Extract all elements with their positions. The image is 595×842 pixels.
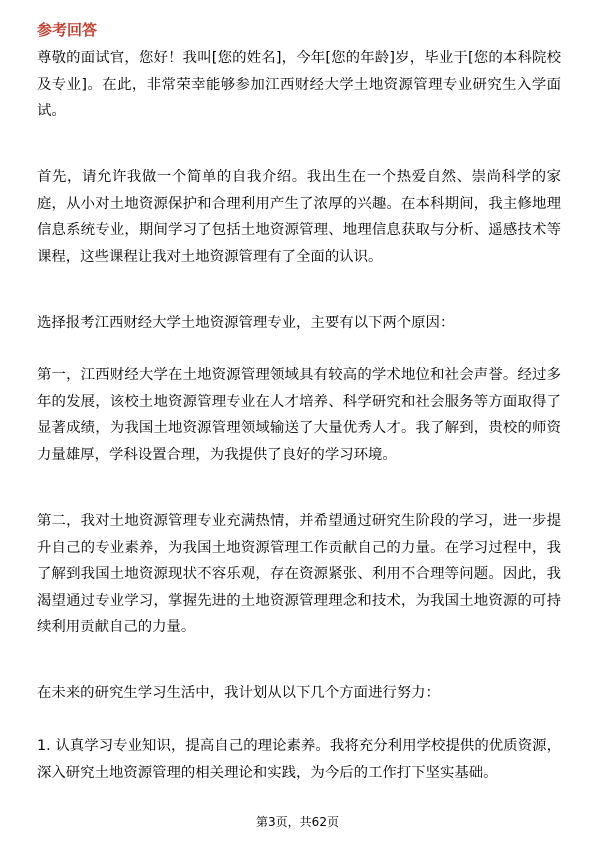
paragraph-greeting: 尊敬的面试官，您好！我叫[您的姓名]，今年[您的年龄]岁，毕业于[您的本科院校及专业]。在此，非常荣幸能够参加江西财经大学土地资源管理专业研究生入学面试。 [37, 50, 561, 119]
paragraph-reasons-intro: 选择报考江西财经大学土地资源管理专业，主要有以下两个原因： [37, 315, 455, 331]
page-number-footer: 第3页，共62页 [256, 815, 339, 829]
answer-heading: 参考回答 [37, 21, 98, 39]
paragraph-self-introduction: 首先，请允许我做一个简单的自我介绍。我出生在一个热爱自然、崇尚科学的家庭，从小对土地资源保护和合理利用产生了浓厚的兴趣。在本科期间，我主修地理信息系统专业，期间学习了包括土地资源管理、地理信息获取与分析、遥感技术等课程，这些课程让我对土地资源管理有了全面的认识。 [37, 169, 561, 265]
paragraph-plans-intro: 在未来的研究生学习生活中，我计划从以下几个方面进行努力： [37, 685, 440, 701]
paragraph-reason-one: 第一，江西财经大学在土地资源管理领域具有较高的学术地位和社会声誉。经过多年的发展，该校土地资源管理专业在人才培养、科学研究和社会服务等方面取得了显著成绩，为我国土地资源管理领域输送了大量优秀人才。我了解到，贵校的师资力量雄厚，学科设置合理，为我提供了良好的学习环境。 [37, 367, 561, 463]
paragraph-reason-two: 第二，我对土地资源管理专业充满热情，并希望通过研究生阶段的学习，进一步提升自己的专业素养，为我国土地资源管理工作贡献自己的力量。在学习过程中，我了解到我国土地资源现状不容乐观，存在资源紧张、利用不合理等问题。因此，我渴望通过专业学习，掌握先进的土地资源管理理念和技术，为我国土地资源的可持续利用贡献自己的力量。 [37, 513, 561, 635]
paragraph-plan-one: 1. 认真学习专业知识，提高自己的理论素养。我将充分利用学校提供的优质资源，深入研究土地资源管理的相关理论和实践，为今后的工作打下坚实基础。 [37, 738, 561, 781]
